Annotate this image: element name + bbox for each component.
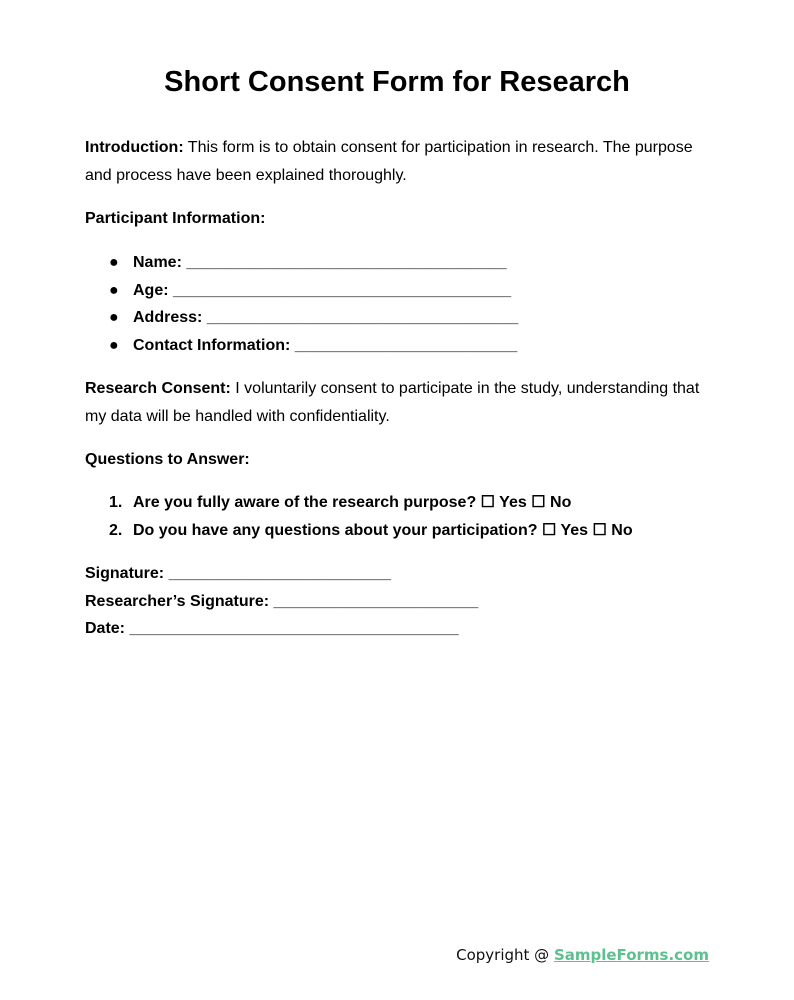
researcher-signature-label: Researcher’s Signature: <box>85 592 270 610</box>
question-item <box>85 517 725 545</box>
no-checkbox-icon[interactable]: ☐ <box>592 522 607 539</box>
signature-section <box>85 560 709 643</box>
field-contact-information[interactable] <box>85 332 709 360</box>
no-checkbox-icon[interactable]: ☐ <box>531 494 546 511</box>
research-consent-paragraph <box>85 375 709 431</box>
question-text: Are you fully aware of the research purpose? <box>133 494 477 511</box>
signature-label: Signature: <box>85 565 165 582</box>
field-label: Contact Information: <box>133 337 291 355</box>
field-address[interactable] <box>85 304 709 332</box>
introduction-label: Introduction: <box>85 139 184 156</box>
page-title: Short Consent Form for Research <box>164 66 630 98</box>
question-number: 2. <box>109 522 123 539</box>
research-consent-text: I voluntarily consent to participate in the study, understanding that my data will be handled with confidentiality. <box>85 380 700 425</box>
date-blank[interactable]: _____________________________________ <box>125 620 459 638</box>
questions-heading: Questions to Answer: <box>85 451 250 468</box>
bullet-icon: ● <box>109 337 119 355</box>
field-age[interactable] <box>85 277 709 305</box>
copyright-text: Copyright @ <box>456 946 554 964</box>
no-label: No <box>550 494 572 511</box>
researcher-signature-blank[interactable]: _______________________ <box>269 592 479 610</box>
researcher-signature-line[interactable] <box>85 588 709 616</box>
introduction-text: This form is to obtain consent for participation in research. The purpose and process have been explained thoroughly. <box>85 139 693 184</box>
question-number: 1. <box>109 494 123 511</box>
question-item <box>85 489 725 517</box>
date-line[interactable] <box>85 615 709 643</box>
field-label: Address: <box>133 309 203 327</box>
no-label: No <box>611 522 633 539</box>
field-label: Name: <box>133 254 182 271</box>
questions-list <box>85 489 725 545</box>
field-label: Age: <box>133 281 169 299</box>
bullet-icon: ● <box>109 281 119 299</box>
participant-info-heading: Participant Information: <box>85 210 266 227</box>
field-blank[interactable]: ___________________________________ <box>202 309 519 327</box>
yes-label: Yes <box>499 494 527 511</box>
copyright-footer <box>456 943 709 967</box>
yes-checkbox-icon[interactable]: ☐ <box>480 494 496 511</box>
field-blank[interactable]: ____________________________________ <box>181 254 507 271</box>
yes-label: Yes <box>560 522 589 539</box>
introduction-paragraph <box>85 134 709 190</box>
field-blank[interactable]: _________________________ <box>290 337 518 355</box>
date-label: Date: <box>85 620 126 638</box>
signature-blank[interactable]: _________________________ <box>164 565 392 582</box>
question-text: Do you have any questions about your participation? <box>133 522 538 539</box>
participant-fields-list <box>85 249 709 360</box>
yes-checkbox-icon[interactable]: ☐ <box>541 522 557 539</box>
sampleforms-link[interactable]: SampleForms.com <box>553 946 709 964</box>
research-consent-label: Research Consent: <box>85 380 231 397</box>
bullet-icon: ● <box>109 309 119 327</box>
signature-line[interactable] <box>85 560 709 588</box>
field-blank[interactable]: ______________________________________ <box>168 281 512 299</box>
field-name[interactable] <box>85 249 709 277</box>
bullet-icon: ● <box>109 254 119 271</box>
